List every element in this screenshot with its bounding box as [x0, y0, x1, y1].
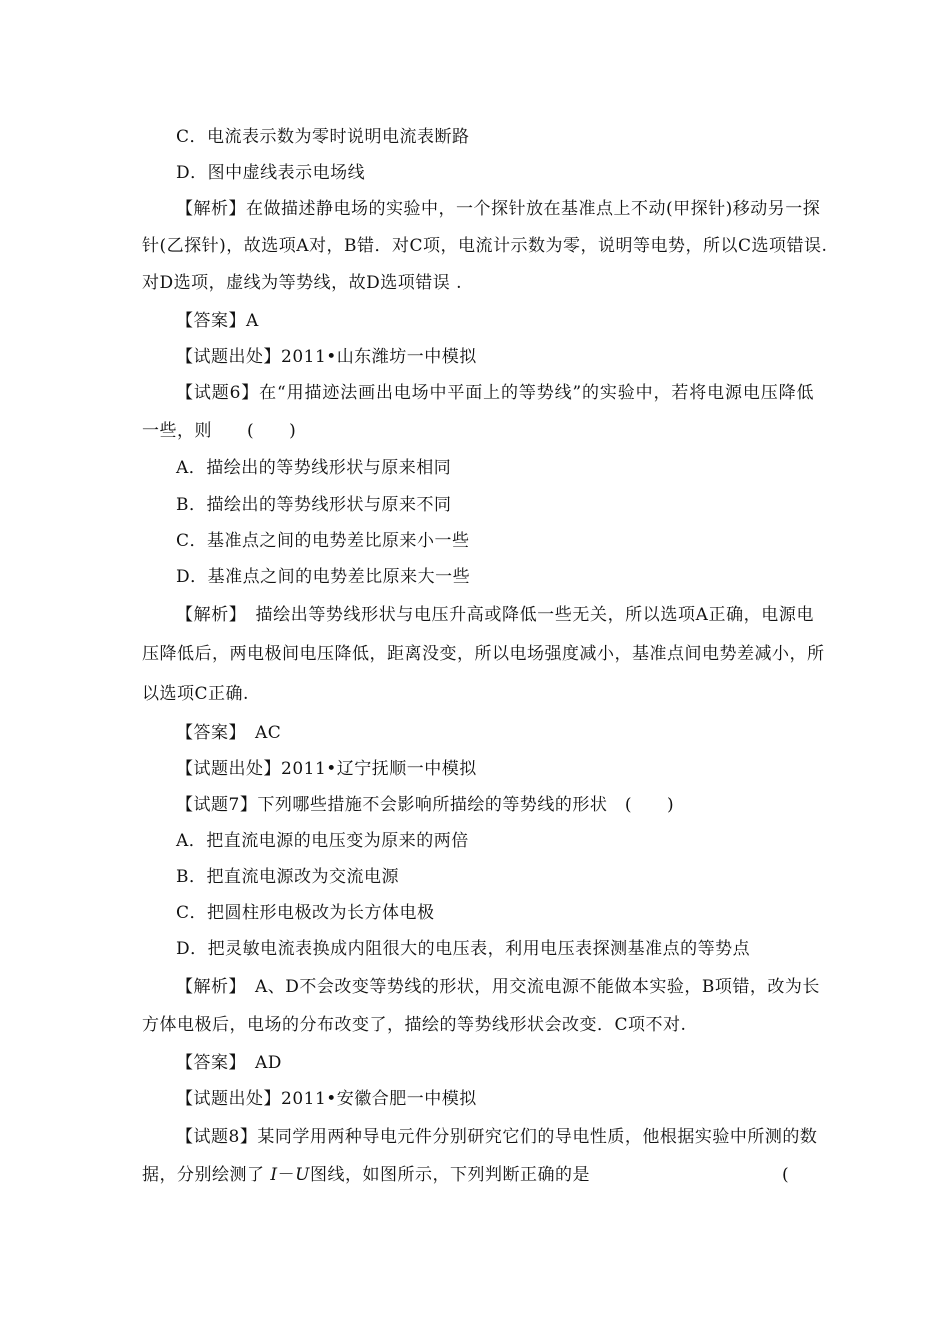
option-c-q5: C．电流表示数为零时说明电流表断路	[176, 127, 470, 147]
analysis-q7-line2: 方体电极后，电场的分布改变了，描绘的等势线形状会改变．C项不对.	[142, 1015, 687, 1035]
question-8-text-b: 图线，如图所示，下列判断正确的是	[309, 1165, 590, 1185]
analysis-q6-line3: 以选项C正确.	[142, 684, 249, 704]
option-d-q6: D．基准点之间的电势差比原来大一些	[176, 567, 471, 587]
analysis-q7-line1: 【解析】 A、D不会改变等势线的形状，用交流电源不能做本实验，B项错，改为长	[176, 977, 820, 997]
question-8-text-a: 据，分别绘测了	[142, 1165, 265, 1185]
option-b-q6: B．描绘出的等势线形状与原来不同	[176, 495, 452, 515]
answer-q5: 【答案】A	[176, 311, 259, 331]
analysis-q6-line1: 【解析】 描绘出等势线形状与电压升高或降低一些无关，所以选项A正确，电源电	[176, 605, 814, 625]
answer-q7: 【答案】 AD	[176, 1053, 282, 1073]
option-c-q7: C．把圆柱形电极改为长方体电极	[176, 903, 435, 923]
option-a-q6: A．描绘出的等势线形状与原来相同	[176, 458, 452, 478]
analysis-q5-line2: 针(乙探针)，故选项A对，B错．对C项，电流计示数为零，说明等电势，所以C选项错误.	[142, 236, 828, 256]
question-6-line1: 【试题6】在“用描迹法画出电场中平面上的等势线”的实验中，若将电源电压降低	[176, 383, 814, 403]
symbol-u: U	[295, 1165, 310, 1185]
symbol-dash: －	[277, 1165, 296, 1185]
option-b-q7: B．把直流电源改为交流电源	[176, 867, 399, 887]
symbol-i: I	[270, 1165, 278, 1185]
option-d-q5: D．图中虚线表示电场线	[176, 163, 366, 183]
source-q6: 【试题出处】2011•辽宁抚顺一中模拟	[176, 759, 477, 779]
option-c-q6: C．基准点之间的电势差比原来小一些	[176, 531, 470, 551]
option-a-q7: A．把直流电源的电压变为原来的两倍	[176, 831, 469, 851]
analysis-q6-line2: 压降低后，两电极间电压降低，距离没变，所以电场强度减小，基准点间电势差减小，所	[142, 644, 825, 664]
option-d-q7: D．把灵敏电流表换成内阻很大的电压表，利用电压表探测基准点的等势点	[176, 939, 751, 959]
source-q7: 【试题出处】2011•安徽合肥一中模拟	[176, 1089, 477, 1109]
source-q5: 【试题出处】2011•山东潍坊一中模拟	[176, 347, 477, 367]
answer-q6: 【答案】 AC	[176, 723, 282, 743]
analysis-q5-line1: 【解析】在做描述静电场的实验中，一个探针放在基准点上不动(甲探针)移动另一探	[176, 199, 821, 219]
question-8-line2	[142, 1164, 590, 1186]
question-7: 【试题7】下列哪些措施不会影响所描绘的等势线的形状 ( )	[176, 795, 675, 815]
answer-paren: (	[782, 1165, 790, 1185]
question-8-line1: 【试题8】某同学用两种导电元件分别研究它们的导电性质，他根据实验中所测的数	[176, 1127, 818, 1147]
analysis-q5-line3: 对D选项，虚线为等势线，故D选项错误 .	[142, 273, 463, 293]
question-6-line2: 一些，则 ( )	[142, 421, 297, 441]
